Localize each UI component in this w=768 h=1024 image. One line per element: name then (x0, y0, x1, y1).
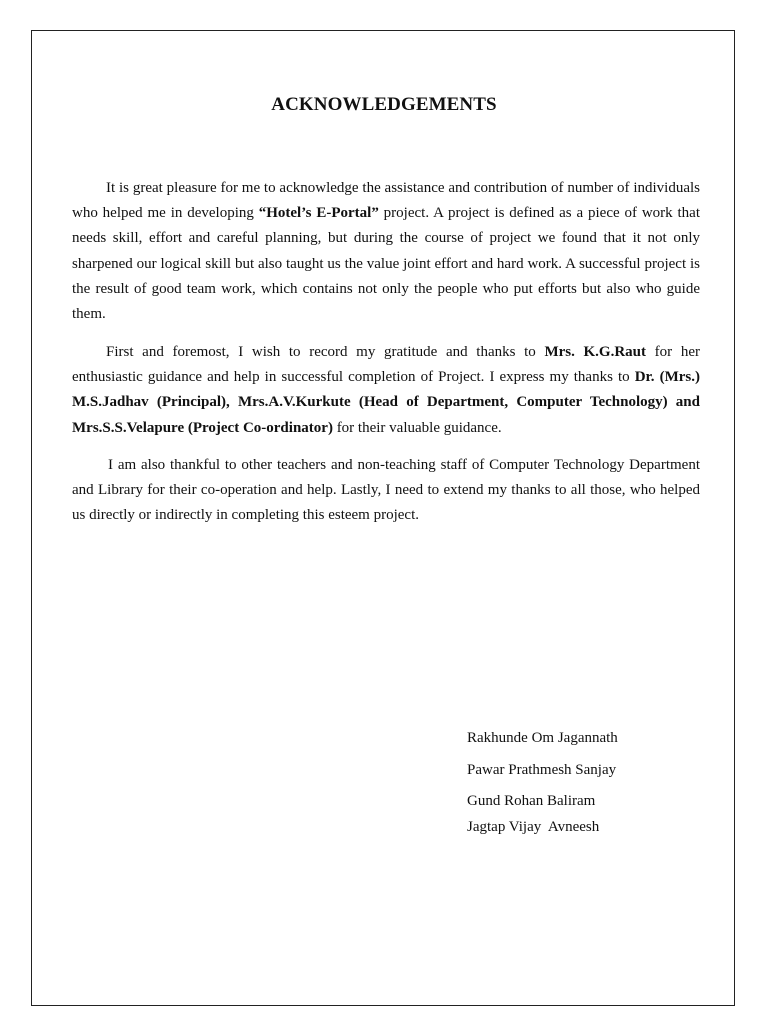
paragraph-gratitude-text-b: for her enthusiastic guidance and help in successful completion of Project. I express my thanks to (72, 344, 700, 386)
signatory-name: Rakhunde Om Jagannath (467, 730, 618, 746)
paragraph-intro-text-b: project. A project is defined as a piece of work that needs skill, effort and careful planning, but during the course of project we found that it not only sharpened our logical skill but also taught us the value joint effort and hard work. A successful project is the result of good team work, which contains not only the people who put efforts but also who guide them. (72, 205, 701, 323)
paragraph-gratitude-text-c: for their valuable guidance. (332, 419, 502, 436)
page-title: ACKNOWLEDGEMENTS (271, 94, 497, 115)
staff-names: Dr. (Mrs.) M.S.Jadhav (Principal), Mrs.A.V.Kurkute (Head of Department, Computer Technology) and Mrs.S.S.Velapure (Project Co-ordinator) (72, 369, 700, 436)
signatory-name: Pawar Prathmesh Sanjay (467, 762, 617, 778)
paragraph-gratitude-text-a: First and foremost, I wish to record my gratitude and thanks to (106, 344, 545, 360)
project-name: “Hotel’s E-Portal” (258, 205, 379, 222)
signatory-name: Gund Rohan Baliram (467, 793, 596, 809)
paragraph-intro (72, 176, 700, 327)
paragraph-thanks: I am also thankful to other teachers and non-teaching staff of Computer Technology Department and Library for their co-operation and help. Lastly, I need to extend my thanks to all those, who helped us directly or indirectly in completing this esteem project. (72, 457, 700, 524)
signatory-name: Jagtap Vijay Avneesh (467, 819, 600, 835)
guide-name: Mrs. K.G.Raut (544, 344, 647, 360)
paragraph-gratitude (72, 340, 700, 441)
paragraph-intro-text-a: It is great pleasure for me to acknowledge the assistance and contribution of number of individuals who helped me in developing (72, 180, 700, 222)
